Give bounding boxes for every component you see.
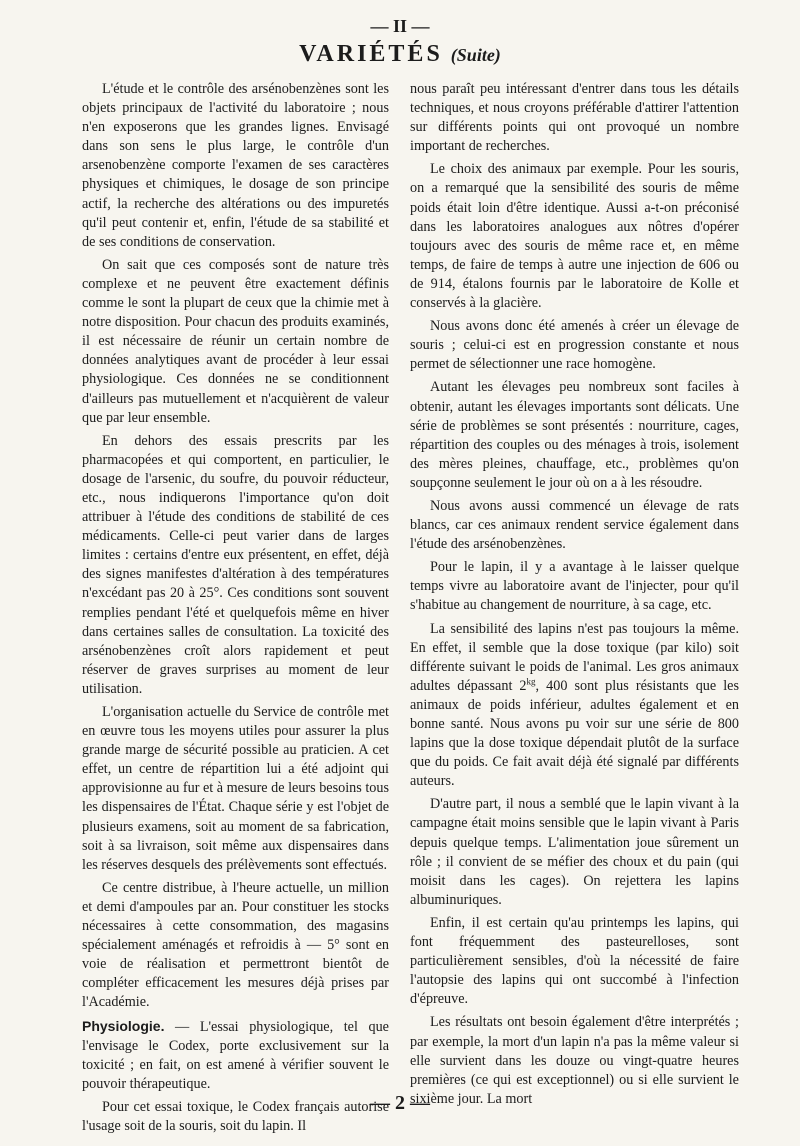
paragraph-text: , 400 sont plus résistants que les animaux de poids inférieur, adultes également et en bonne santé. Nous avons pu voir sur une série de 800 lapins que la dose toxique dépendait plutôt de la surface que du poids. Ce fait avait déjà été signalé par différents auteurs. bbox=[410, 677, 739, 790]
paragraph: En dehors des essais prescrits par les pharmacopées et qui comportent, en particulier, le dosage de l'arsenic, du soufre, du pouvoir réducteur, etc., nous indiquerons l'importance qu'on doit attribuer à l'étude des conditions de stabilité de ces médicaments. Celle-ci peut varier dans de larges limites : certains d'entre eux présentent, en effet, déjà des signes manifestes d'altération à des températures n'excédant pas 20 à 25°. Ces conditions sont souvent remplies pendant l'été et quelquefois même en hiver dans certaines salles de consultation. La toxicité des arsénobenzènes croît alors rapidement et peut réserver de graves surprises au moment de leur utilisation. bbox=[82, 432, 389, 697]
paragraph-text: La sensibilité des lapins n'est pas toujours la même. En effet, il semble que la dose toxique (par kilo) soit différente suivant le poids de l'animal. Les gros animaux adultes dépassant 2 bbox=[410, 620, 739, 694]
paragraph-physiologie bbox=[82, 1017, 389, 1094]
section-title-main: VARIÉTÉS bbox=[299, 41, 443, 67]
paragraph: Ce centre distribue, à l'heure actuelle, un million et demi d'ampoules par an. Pour constituer les stocks nécessaires à cette consommation, des magasins spécialement aménagés et refroidis à — 5° sont en voie de réalisation et permettront bientôt de compléter efficacement les mesures déjà prises par l'Académie. bbox=[82, 879, 389, 1011]
paragraph: Nous avons donc été amenés à créer un élevage de souris ; celui-ci est en progression constante et nous permet de sélectionner une race homogène. bbox=[410, 318, 739, 373]
paragraph: Pour le lapin, il y a avantage à le laisser quelque temps vivre au laboratoire avant de l'injecter, pour qu'il s'habitue au changement de nourriture, à sa cage, etc. bbox=[410, 559, 739, 614]
section-title bbox=[0, 40, 800, 71]
left-column bbox=[82, 80, 389, 1140]
paragraph: Nous avons aussi commencé un élevage de rats blancs, car ces animaux rendent service également dans l'étude des arsénobenzènes. bbox=[410, 497, 739, 553]
paragraph: D'autre part, il nous a semblé que le lapin vivant à la campagne était moins sensible que le lapin vivant à Paris depuis quelque temps. L'alimentation joue sûrement un rôle ; il convient de se méfier des choux et du pain (qui moisit dans les cages). On rejettera les lapins albuminuriques. bbox=[410, 796, 739, 908]
paragraph: L'étude et le contrôle des arsénobenzènes sont les objets principaux de l'activité du laboratoire ; nous n'en exposerons que les grandes lignes. Envisagé dans son sens le plus large, le contrôle d'un arsenobenzène comporte l'examen de ses caractères physiques et chimiques, le dosage de son principe actif, la recherche des altérations ou des impuretés qu'il peut contenir et, enfin, l'étude de sa stabilité et de ses conditions de conservation. bbox=[82, 81, 389, 250]
paragraph: On sait que ces composés sont de nature très complexe et ne peuvent être exactement définis comme le sont la plupart de ceux que la chimie met à notre disposition. Pour chacun des produits examinés, il est nécessaire de réunir un certain nombre de données analytiques avant de procéder à leur essai physiologique. Ces données ne se conditionnent d'ailleurs pas mutuellement et n'acquièrent de valeur que par leur ensemble. bbox=[82, 256, 389, 426]
page-number: — 2 — bbox=[370, 1092, 430, 1114]
paragraph: Le choix des animaux par exemple. Pour les souris, on a remarqué que la sensibilité des souris de même poids était loin d'être identique. Aussi a-t-on préconisé dans les laboratoires analogues aux nôtres d'opérer toujours avec des souris de même race et, en même temps, de faire de temps à autre une injection de 606 ou de 914, étalons fournis par le laboratoire de Kolle et conservés à la glacière. bbox=[410, 161, 739, 312]
right-column bbox=[410, 80, 739, 1113]
run-in-heading: Physiologie. bbox=[82, 1017, 165, 1034]
section-title-suffix: (Suite) bbox=[450, 45, 501, 65]
paragraph: Enfin, il est certain qu'au printemps les lapins, qui font fréquemment des pasteurelloses, sont particulièrement sensibles, d'où la nécessité de faire l'autopsie des lapins qui ont succombé à l'infection d'épreuve. bbox=[410, 914, 739, 1008]
paragraph-continued: nous paraît peu intéressant d'entrer dans tous les détails techniques, et nous croyons préférable d'attirer l'attention sur différents points qui ont provoqué un nombre important de recherches. bbox=[410, 81, 739, 155]
paragraph: L'organisation actuelle du Service de contrôle met en œuvre tous les moyens utiles pour assurer la plus grande marge de sécurité possible au praticien. A cet effet, un centre de répartition lui a été adjoint qui approvisionne au fur et à mesure de leurs besoins tous les dispensaires de l'État. Chaque série y est l'objet de plusieurs examens, soit au moment de sa fabrication, soit à sa livraison, soit même aux dispensaires dans les réserves desquels des prélèvements sont effectués. bbox=[82, 704, 389, 873]
paragraph: Pour cet essai toxique, le Codex français autorise l'usage soit de la souris, soit du lapin. Il bbox=[82, 1098, 389, 1134]
paragraph-text: — L'essai physiologique, tel que l'envisage le Codex, porte exclusivement sur la toxicité ; en fait, on est amené à vérifier souvent le pouvoir thérapeutique. bbox=[82, 1018, 389, 1092]
paragraph: Autant les élevages peu nombreux sont faciles à obtenir, autant les élevages importants sont délicats. Une série de problèmes se sont présentés : nourriture, cages, répartition des couples ou des ménages à trois, isolement des mères pleines, chauffage, etc., problèmes qu'on soupçonne seulement le jour où on a à les résoudre. bbox=[410, 379, 739, 491]
roman-page-marker: — II — bbox=[370, 16, 430, 36]
paragraph: Les résultats ont besoin également d'être interprétés ; par exemple, la mort d'un lapin n'a pas la même valeur si elle survient dans les douze ou vingt-quatre heures premières (ce qui est exceptionnel) ou si elle survient le sixième jour. La mort bbox=[410, 1014, 739, 1107]
paragraph bbox=[410, 620, 739, 792]
unit-superscript: kg bbox=[526, 676, 536, 687]
